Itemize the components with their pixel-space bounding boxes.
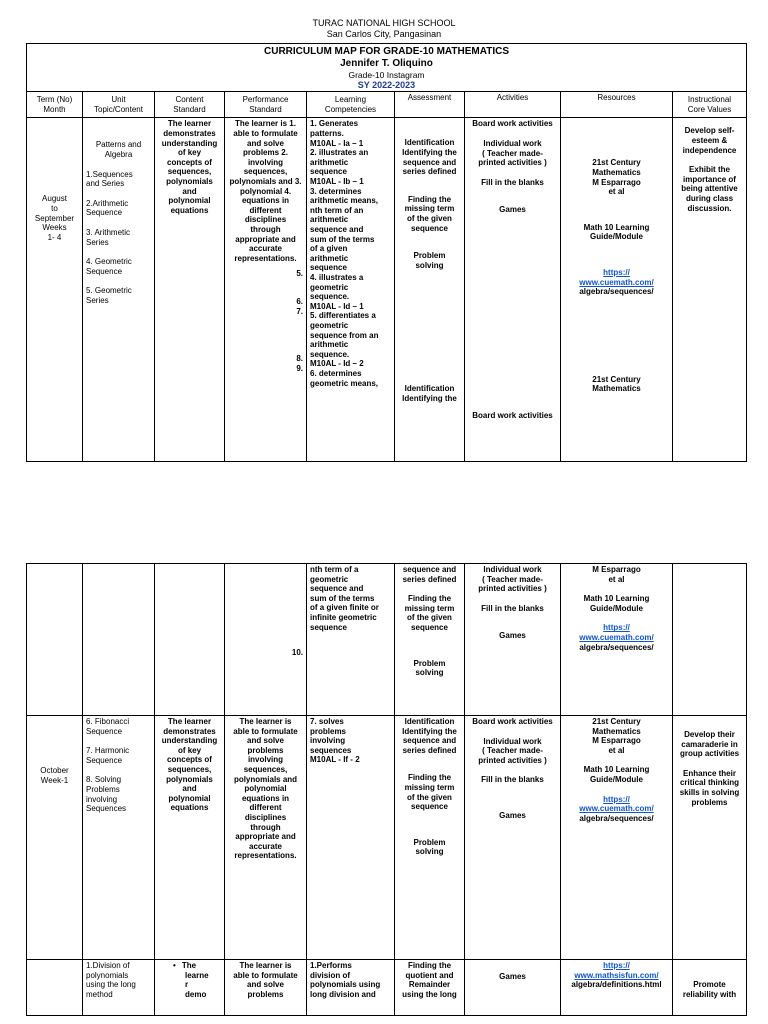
table-header-row	[27, 92, 747, 118]
topic-cell: 6. Fibonacci Sequence 7. Harmonic Sequence 8. Solving Problems involving Sequences	[83, 716, 155, 960]
competencies-cell: 1.Performs division of polynomials using long division and	[307, 960, 395, 1016]
resources-cell: 21st Century Mathematics M Esparrago et al Math 10 Learning Guide/Module https:// www.cuemath.com/ algebra/sequences/	[561, 716, 673, 960]
resources-cell: 21st Century Mathematics M Esparrago et al Math 10 Learning Guide/Module https:// www.cuemath.com/ algebra/sequences/ 21st Century Mathematics	[561, 118, 673, 462]
performance-standard-cell: The learner is able to formulate and solve problems involving sequences, polynomials and polynomial equations in different disciplines through appropriate and accurate representations.	[225, 716, 307, 960]
competencies-cell: 1. Generates patterns. M10AL - Ia – 1 2. illustrates an arithmetic sequence M10AL - Ib – 1 3. determines arithmetic means, nth term of an arithmetic sequence and sum of the terms of a given arithmetic sequence 4. illustrates a geometric sequence. M10AL - Id – 1 5. differentiates a geometric sequence from an arithmetic sequence. M10AL - Id – 2 6. determines geometric means,	[307, 118, 395, 462]
activities-cell: Board work activities Individual work ( Teacher made- printed activities ) Fill in the blanks Games Board work activities	[465, 118, 561, 462]
document-header	[0, 18, 768, 41]
curriculum-table-1	[26, 43, 747, 463]
cuemath-link[interactable]: https:// www.cuemath.com/	[579, 623, 654, 642]
core-values-cell: Develop self- esteem & independence Exhibit the importance of being attentive during class discussion.	[673, 118, 747, 462]
col-assessment: Assessment	[395, 92, 465, 118]
title-block	[27, 43, 747, 92]
core-values-cell: Develop their camaraderie in group activities Enhance their critical thinking skills in solving problems	[673, 716, 747, 960]
map-title: CURRICULUM MAP FOR GRADE-10 MATHEMATICS	[264, 45, 509, 57]
item-number: 10.	[225, 564, 307, 716]
assessment-cell: Finding the quotient and Remainder using the long	[395, 960, 465, 1016]
col-content-standard: Content Standard	[155, 92, 225, 118]
term-cell: August to September Weeks 1- 4	[27, 118, 83, 462]
topic-cell: Patterns and Algebra 1.Sequences and Series 2.Arithmetic Sequence 3. Arithmetic Series 4. Geometric Sequence 5. Geometric Series	[83, 118, 155, 462]
col-unit: Unit Topic/Content	[83, 92, 155, 118]
assessment-cell: Identification Identifying the sequence and series defined Finding the missing term of the given sequence Problem solving Identification Identifying the	[395, 118, 465, 462]
page-2	[0, 563, 768, 1016]
col-core-values: Instructional Core Values	[673, 92, 747, 118]
activities-cell: Board work activities Individual work ( Teacher made- printed activities ) Fill in the blanks Games	[465, 716, 561, 960]
table-row	[27, 118, 747, 462]
table-row	[27, 716, 747, 960]
core-values-cell: Promote reliability with	[673, 960, 747, 1016]
cuemath-link[interactable]: https:// www.cuemath.com/	[579, 268, 654, 287]
term-cell: October Week-1	[27, 716, 83, 960]
page-1	[0, 18, 768, 462]
school-name: TURAC NATIONAL HIGH SCHOOL	[312, 18, 456, 28]
performance-standard-cell: The learner is able to formulate and solve problems	[225, 960, 307, 1016]
content-standard-cell: The learner demonstrates understanding of key concepts of sequences, polynomials and polynomial equations	[155, 716, 225, 960]
col-activities: Activities	[465, 92, 561, 118]
resources-cell: https:// www.mathsisfun.com/ algebra/definitions.html	[561, 960, 673, 1016]
competencies-cell: 7. solves problems involving sequences M10AL - If - 2	[307, 716, 395, 960]
col-term: Term (No) Month	[27, 92, 83, 118]
table-row	[27, 960, 747, 1016]
competencies-cell: nth term of a geometric sequence and sum of the terms of a given finite or infinite geometric sequence	[307, 564, 395, 716]
section-name: Grade-10 Instagram	[348, 69, 425, 80]
activities-cell: Individual work ( Teacher made- printed activities ) Fill in the blanks Games	[465, 564, 561, 716]
assessment-cell: Identification Identifying the sequence and series defined Finding the missing term of the given sequence Problem solving	[395, 716, 465, 960]
performance-standard-cell: The learner is 1. able to formulate and solve problems 2. involving sequences, polynomials and 3. polynomial 4. equations in different disciplines through appropriate and accurate representations. 5. 6. 7. 8. 9.	[225, 118, 307, 462]
content-standard-cell: • The learne r demo	[155, 960, 225, 1016]
cuemath-link[interactable]: https:// www.cuemath.com/	[579, 794, 654, 814]
topic-cell: 1.Division of polynomials using the long method	[83, 960, 155, 1016]
activities-cell: Games	[465, 960, 561, 1016]
resources-cell: M Esparrago et al Math 10 Learning Guide/Module https:// www.cuemath.com/ algebra/sequences/	[561, 564, 673, 716]
school-year: SY 2022-2023	[357, 79, 416, 90]
col-resources: Resources	[561, 92, 673, 118]
col-performance-standard: Performance Standard	[225, 92, 307, 118]
table-row	[27, 564, 747, 716]
assessment-cell: sequence and series defined Finding the missing term of the given sequence Problem solving	[395, 564, 465, 716]
mathsisfun-link[interactable]: https:// www.mathsisfun.com/	[574, 961, 659, 980]
col-learning-competencies: Learning Competencies	[307, 92, 395, 118]
teacher-name: Jennifer T. Oliquino	[340, 57, 433, 69]
curriculum-table-2	[26, 563, 747, 1016]
school-location: San Carlos City, Pangasinan	[326, 29, 442, 40]
content-standard-cell: The learner demonstrates understanding of key concepts of sequences, polynomials and polynomial equations	[155, 118, 225, 462]
